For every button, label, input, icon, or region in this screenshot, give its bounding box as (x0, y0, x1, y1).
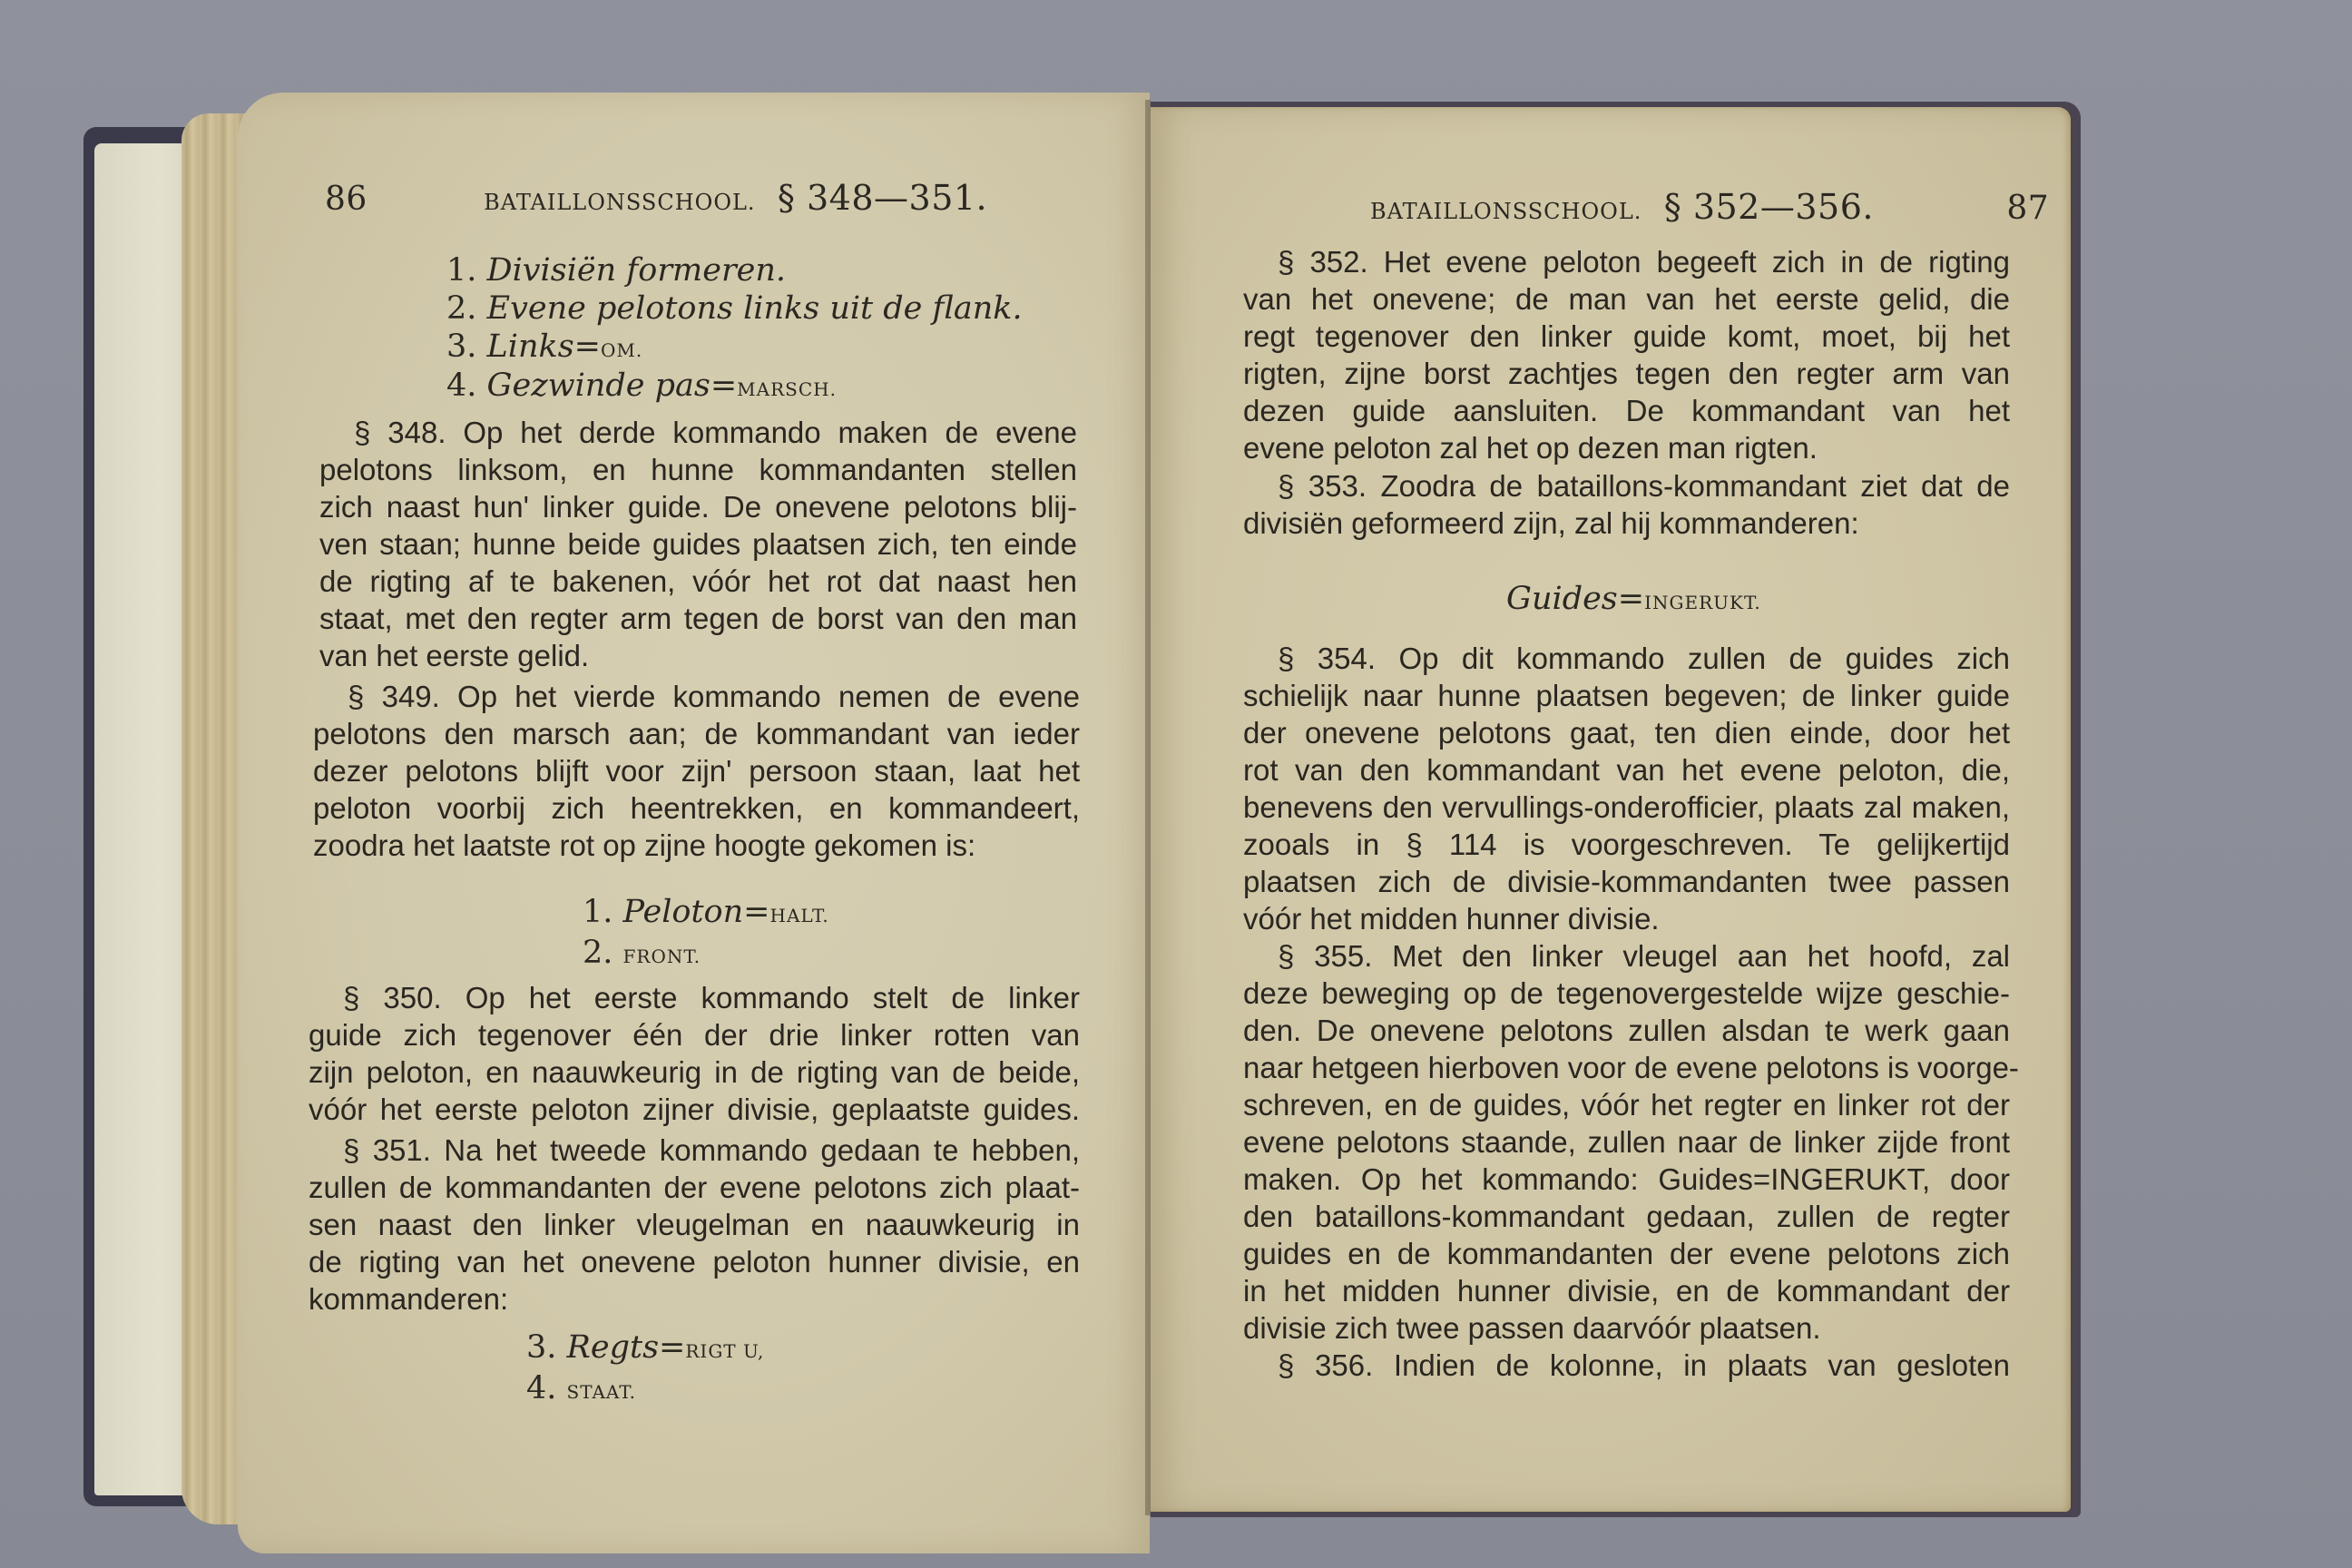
command-number: 4. (446, 368, 487, 404)
text-line: van het onevene; de man van het eerste gelid, die (1243, 282, 2010, 316)
text-line: dezer pelotons blijft voor zijn' persoon staan, laat het (313, 754, 1080, 788)
command-number: 4. (526, 1370, 567, 1406)
text-line: guides en de kommandanten der evene pelotons zich (1243, 1237, 2010, 1270)
text-line: rot van den kommandant van het evene peloton, die, (1243, 753, 2010, 787)
command-caps: STAAT. (566, 1381, 637, 1403)
text-line: rigten, zijne borst zachtjes tegen den regter arm van (1243, 357, 2010, 390)
command-line (446, 290, 1023, 327)
command-line (526, 1370, 636, 1406)
paragraph-351 (309, 1132, 1080, 1318)
command-line (446, 368, 837, 404)
command-guides-ingerukt (1506, 581, 1761, 617)
text-line: der onevene pelotons gaat, ten dien einde, door het (1243, 716, 2010, 750)
text-line: pelotons linksom, en hunne kommandanten stellen (319, 453, 1077, 486)
text-line: deze beweging op de tegenovergestelde wijze geschie- (1243, 976, 2010, 1010)
text-line: in het midden hunner divisie, en de kommandant der (1243, 1274, 2010, 1308)
text-line: den. De onevene pelotons zullen alsdan te werk gaan (1243, 1014, 2010, 1047)
right-page-number: 87 (2006, 190, 2050, 227)
command-line (446, 328, 642, 365)
command-guides-caps: INGERUKT. (1644, 592, 1761, 613)
command-line (583, 935, 701, 971)
command-number: 1. (446, 252, 487, 289)
text-line: benevens den vervullings-onderofficier, plaats zal maken, (1243, 790, 2010, 824)
book-gutter (1145, 100, 1151, 1515)
command-caps: MARSCH. (737, 378, 837, 400)
text-line: § 355. Met den linker vleugel aan het hoofd, zal (1278, 939, 2010, 973)
text-line: zoodra het laatste rot op zijne hoogte gekomen is: (313, 828, 976, 862)
text-line: § 351. Na het tweede kommando gedaan te hebben, (343, 1133, 1080, 1167)
command-number: 3. (446, 328, 487, 365)
right-running-head: BATAILLONSSCHOOL. (1370, 199, 1642, 224)
paragraph-349 (313, 678, 1080, 864)
command-number: 2. (446, 290, 487, 327)
command-line (446, 252, 786, 289)
text-line: van het eerste gelid. (319, 639, 590, 672)
text-line: § 353. Zoodra de bataillons-kommandant ziet dat de (1278, 469, 2010, 503)
left-section-range: § 348—351. (777, 178, 988, 218)
command-number: 2. (583, 935, 623, 971)
command-text: Regts= (566, 1329, 686, 1366)
text-line: zullen de kommandanten der evene pelotons zich plaat- (309, 1171, 1080, 1204)
text-line: pelotons den marsch aan; de kommandant van ieder (313, 717, 1080, 750)
text-line: divisie zich twee passen daarvóór plaatsen. (1243, 1311, 1821, 1345)
text-line: § 352. Het evene peloton begeeft zich in de rigting (1278, 245, 2010, 279)
text-line: sen naast den linker vleugelman en naauwkeurig in (309, 1208, 1080, 1241)
text-line: schreven, en de guides, vóór het regter en linker rot der (1243, 1088, 2010, 1122)
paragraph-350 (309, 979, 1080, 1128)
paragraph-353 (1243, 467, 2010, 542)
text-line: § 354. Op dit kommando zullen de guides zich (1278, 642, 2010, 675)
text-line: evene pelotons staande, zullen naar de linker zijde front (1243, 1125, 2010, 1159)
text-line: zijn peloton, en naauwkeurig in de rigting van de beide, (309, 1055, 1080, 1089)
text-line: regt tegenover den linker guide komt, moet, bij het (1243, 319, 2010, 353)
command-caps: RIGT U, (685, 1340, 765, 1362)
command-caps: HALT. (769, 905, 829, 926)
text-line: plaatsen zich de divisie-kommandanten twee passen (1243, 865, 2010, 898)
text-line: vóór het midden hunner divisie. (1243, 902, 1660, 936)
text-line: kommanderen: (309, 1282, 509, 1316)
text-line: schielijk naar hunne plaatsen begeven; de linker guide (1243, 679, 2010, 712)
text-line: de rigting af te bakenen, vóór het rot dat naast hen (319, 564, 1077, 598)
text-line: divisiën geformeerd zijn, zal hij kommanderen: (1243, 506, 1859, 540)
command-text: Gezwinde pas= (486, 368, 738, 404)
paragraph-356 (1243, 1347, 2010, 1384)
text-line: § 349. Op het vierde kommando nemen de evene (348, 680, 1080, 713)
text-line: den bataillons-kommandant gedaan, zullen de regter (1243, 1200, 2010, 1233)
paragraph-354 (1243, 640, 2010, 937)
text-line: § 348. Op het derde kommando maken de evene (354, 416, 1077, 449)
command-text: Evene pelotons links uit de flank. (486, 290, 1023, 327)
left-running-head: BATAILLONSSCHOOL. (484, 190, 756, 215)
text-line: ven staan; hunne beide guides plaatsen zich, ten einde (319, 527, 1077, 561)
command-line (583, 894, 829, 930)
right-section-range: § 352—356. (1663, 187, 1874, 227)
text-line: de rigting van het onevene peloton hunner divisie, en (309, 1245, 1080, 1279)
command-caps: FRONT. (622, 946, 701, 967)
command-text: Peloton= (622, 894, 770, 930)
text-line: evene peloton zal het op dezen man rigten. (1243, 431, 1818, 465)
paragraph-352 (1243, 243, 2010, 466)
text-line: dezen guide aansluiten. De kommandant van het (1243, 394, 2010, 427)
right-page-header (1370, 187, 2049, 227)
command-text: Divisiën formeren. (486, 252, 787, 289)
command-text: Links= (486, 328, 602, 365)
left-page-header (325, 178, 987, 218)
text-line: vóór het eerste peloton zijner divisie, geplaatste guides. (309, 1093, 1080, 1126)
text-line: peloton voorbij zich heentrekken, en kommandeert, (313, 791, 1080, 825)
text-line: naar hetgeen hierboven voor de evene pelotons is voorge- (1243, 1051, 2019, 1084)
command-number: 1. (583, 894, 623, 930)
command-number: 3. (526, 1329, 567, 1366)
command-caps: OM. (601, 339, 643, 361)
text-line: § 350. Op het eerste kommando stelt de linker (343, 981, 1080, 1014)
text-line: guide zich tegenover één der drie linker rotten van (309, 1018, 1080, 1052)
paragraph-355 (1243, 937, 2019, 1347)
text-line: staat, met den regter arm tegen de borst van den man (319, 602, 1077, 635)
text-line: zooals in § 114 is voorgeschreven. Te gelijkertijd (1243, 828, 2010, 861)
text-line: maken. Op het kommando: Guides=INGERUKT, door (1243, 1162, 2010, 1196)
text-line: zich naast hun' linker guide. De onevene pelotons blij- (319, 490, 1077, 524)
text-line: § 356. Indien de kolonne, in plaats van gesloten (1278, 1348, 2010, 1382)
command-guides-text: Guides= (1506, 581, 1645, 617)
left-page-number: 86 (325, 181, 368, 218)
paragraph-348 (319, 414, 1077, 674)
command-line (526, 1329, 764, 1366)
